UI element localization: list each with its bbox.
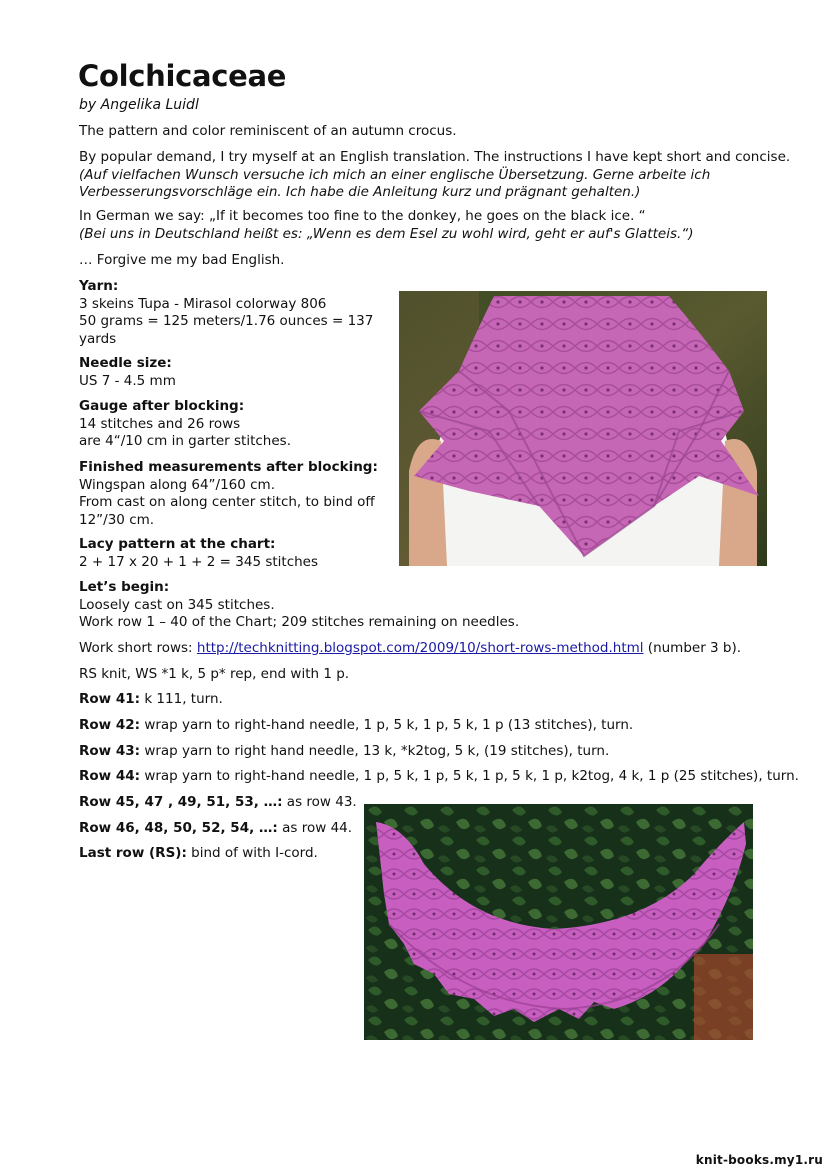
short-rows-suffix: (number 3 b). bbox=[643, 640, 742, 656]
yarn-section bbox=[79, 278, 373, 348]
row-label: Row 45, 47 , 49, 51, 53, …: bbox=[79, 794, 283, 810]
row-label: Row 42: bbox=[79, 717, 141, 733]
translation-note-en: By popular demand, I try myself at an English translation. The instructions I have kept short and concise. bbox=[79, 149, 791, 165]
row-text: as row 44. bbox=[277, 820, 353, 836]
translation-note-de-1: (Auf vielfachen Wunsch versuche ich mich an einer englische Übersetzung. Gerne arbeite ich bbox=[79, 166, 711, 183]
shawl-ivy-photo bbox=[364, 804, 753, 1040]
row-43 bbox=[79, 743, 609, 761]
intro-text: The pattern and color reminiscent of an autumn crocus. bbox=[79, 123, 457, 139]
row-text: k 111, turn. bbox=[140, 691, 223, 707]
yarn-line-3: yards bbox=[79, 330, 117, 347]
lacy-section bbox=[79, 536, 318, 571]
row-41 bbox=[79, 691, 223, 709]
row-46-even bbox=[79, 820, 352, 838]
needle-section bbox=[79, 355, 176, 390]
row-text: wrap yarn to right hand needle, 13 k, *k2tog, 5 k, (19 stitches), turn. bbox=[140, 743, 610, 759]
short-rows-line bbox=[79, 640, 741, 658]
yarn-line-2: 50 grams = 125 meters/1.76 ounces = 137 bbox=[79, 313, 374, 329]
finished-line-3: 12”/30 cm. bbox=[79, 511, 155, 528]
author-byline: by Angelika Luidl bbox=[79, 97, 199, 113]
row-text: bind of with I-cord. bbox=[186, 845, 318, 861]
row-label: Last row (RS): bbox=[79, 845, 187, 861]
row-45-odd bbox=[79, 794, 357, 812]
finished-line-2: From cast on along center stitch, to bind off bbox=[79, 494, 375, 510]
begin-label: Let’s begin: bbox=[79, 579, 170, 595]
yarn-label: Yarn: bbox=[79, 278, 119, 294]
row-last bbox=[79, 845, 318, 863]
saying bbox=[79, 208, 694, 243]
lacy-line-1: 2 + 17 x 20 + 1 + 2 = 345 stitches bbox=[79, 553, 319, 570]
watermark: knit-books.my1.ru bbox=[695, 1153, 823, 1167]
yarn-line-1: 3 skeins Tupa - Mirasol colorway 806 bbox=[79, 295, 327, 312]
needle-line-1: US 7 - 4.5 mm bbox=[79, 372, 176, 389]
row-text: wrap yarn to right-hand needle, 1 p, 5 k, 1 p, 5 k, 1 p, 5 k, 1 p, k2tog, 4 k, 1 p (25 stitches), turn. bbox=[140, 768, 799, 784]
row-text: wrap yarn to right-hand needle, 1 p, 5 k, 1 p, 5 k, 1 p (13 stitches), turn. bbox=[140, 717, 634, 733]
translation-note-de-2: Verbesserungsvorschläge ein. Ich habe die Anleitung kurz und prägnant gehalten.) bbox=[79, 184, 641, 200]
row-42 bbox=[79, 717, 633, 735]
finished-label: Finished measurements after blocking: bbox=[79, 459, 378, 475]
saying-de: (Bei uns in Deutschland heißt es: „Wenn es dem Esel zu wohl wird, geht er auf's Glatteis.“) bbox=[79, 225, 694, 242]
short-rows-link[interactable]: http://techknitting.blogspot.com/2009/10/short-rows-method.html bbox=[196, 640, 644, 656]
gauge-line-1: 14 stitches and 26 rows bbox=[79, 415, 241, 432]
rs-ws-line: RS knit, WS *1 k, 5 p* rep, end with 1 p. bbox=[79, 666, 350, 682]
row-label: Row 44: bbox=[79, 768, 141, 784]
translation-note bbox=[79, 149, 790, 202]
lacy-label: Lacy pattern at the chart: bbox=[79, 536, 276, 552]
saying-en: In German we say: „If it becomes too fine to the donkey, he goes on the black ice. “ bbox=[79, 208, 646, 224]
row-44 bbox=[79, 768, 799, 786]
finished-line-1: Wingspan along 64”/160 cm. bbox=[79, 476, 275, 493]
finished-section bbox=[79, 459, 378, 529]
begin-line-1: Loosely cast on 345 stitches. bbox=[79, 596, 275, 613]
shawl-worn-photo bbox=[399, 291, 767, 566]
short-rows-prefix: Work short rows: bbox=[79, 640, 197, 656]
forgive-text: … Forgive me my bad English. bbox=[79, 252, 285, 268]
gauge-label: Gauge after blocking: bbox=[79, 398, 245, 414]
row-label: Row 46, 48, 50, 52, 54, …: bbox=[79, 820, 278, 836]
begin-line-2: Work row 1 – 40 of the Chart; 209 stitches remaining on needles. bbox=[79, 614, 520, 630]
row-label: Row 43: bbox=[79, 743, 141, 759]
needle-label: Needle size: bbox=[79, 355, 172, 371]
page-title: Colchicaceae bbox=[78, 59, 287, 93]
begin-section bbox=[79, 579, 519, 632]
row-text: as row 43. bbox=[282, 794, 357, 810]
gauge-section bbox=[79, 398, 291, 451]
gauge-line-2: are 4“/10 cm in garter stitches. bbox=[79, 433, 291, 449]
row-label: Row 41: bbox=[79, 691, 141, 707]
